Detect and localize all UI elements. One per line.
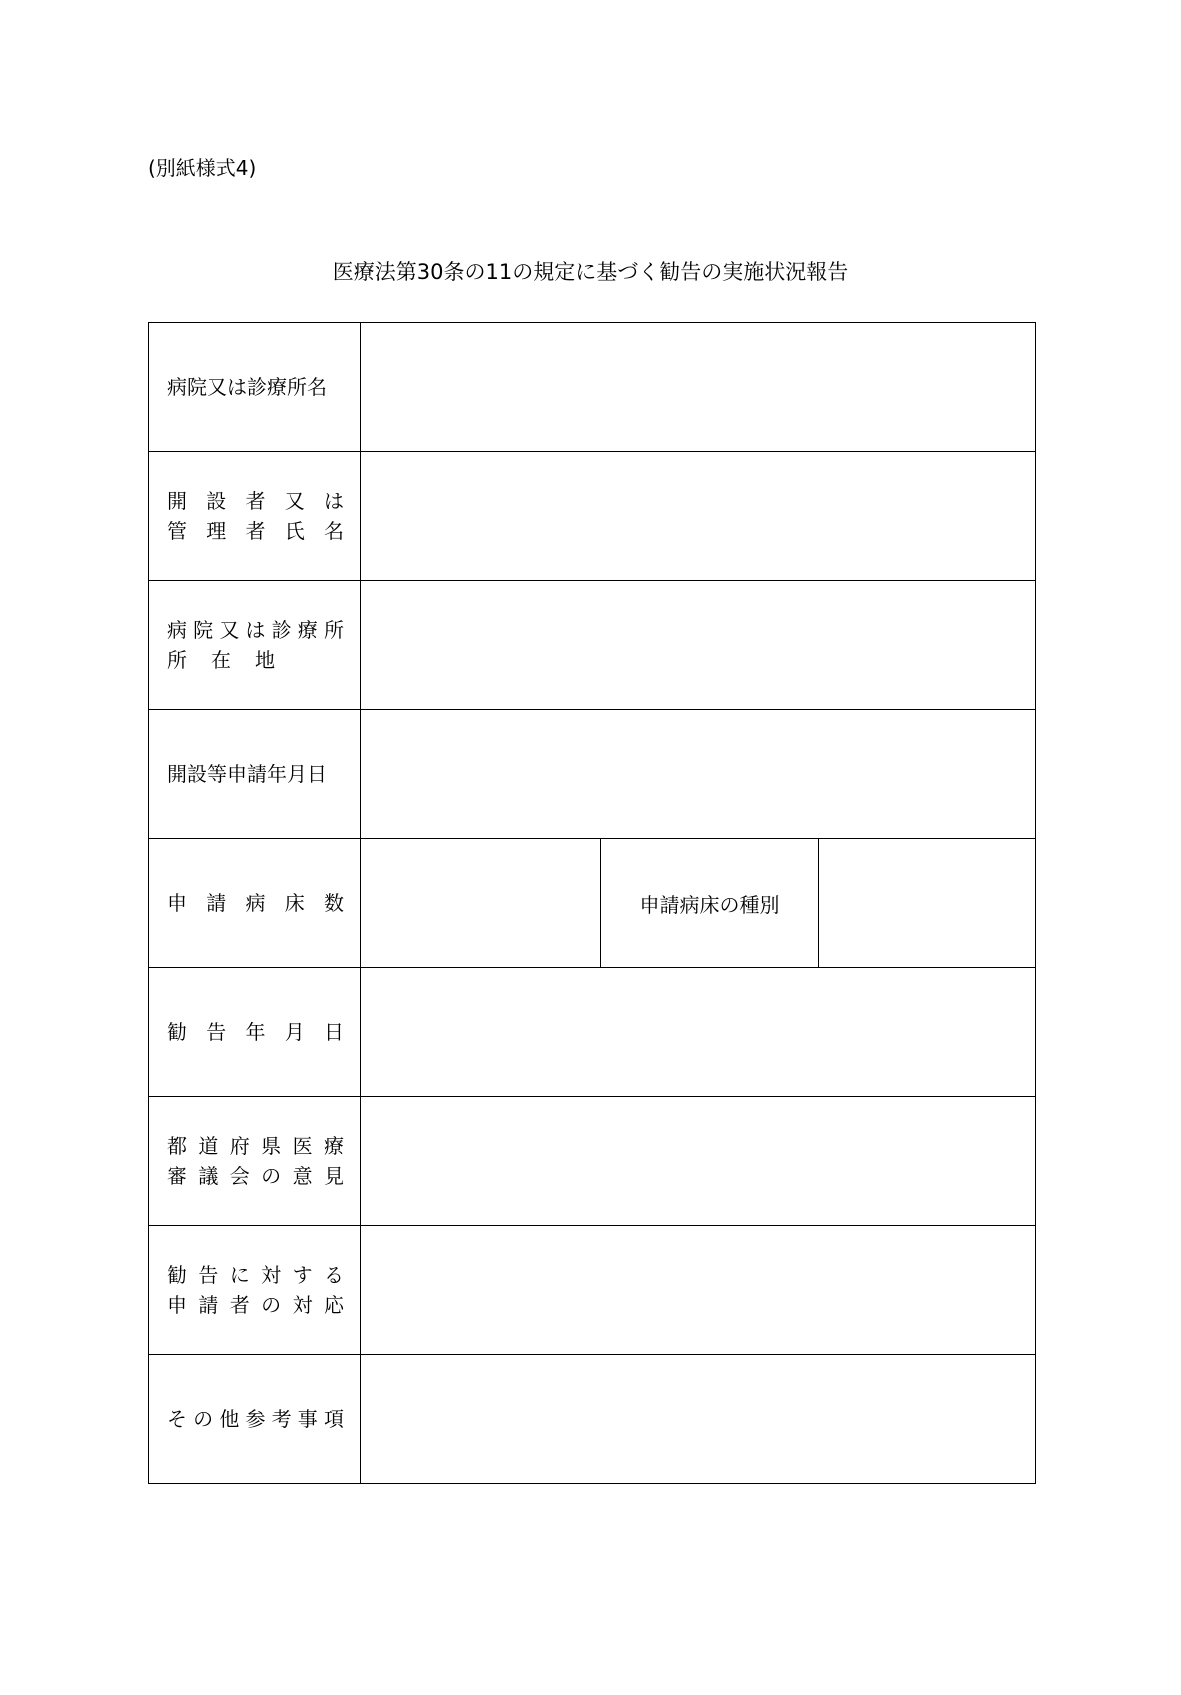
label-char: 年 [245,1020,266,1044]
label-char: 請 [198,1293,219,1317]
label-char: 申 [167,1293,187,1317]
label-char: 参 [245,1407,266,1431]
location-label-line1 [167,619,344,641]
label-char: 者 [229,1293,250,1317]
founder-label-cell [149,452,361,581]
applicant-response-label-cell [149,1226,361,1355]
label-char: 議 [198,1164,219,1188]
label-char: 名 [324,519,344,543]
bed-count-field[interactable] [361,839,601,968]
bed-count-label-cell [149,839,361,968]
label-char: 告 [198,1263,219,1287]
label-char: 管 [167,519,187,543]
label-char: 県 [261,1134,282,1158]
application-date-label: 開設等申請年月日 [167,762,327,786]
document-title: 医療法第30条の11の規定に基づく勧告の実施状況報告 [332,260,849,284]
row-applicant-response [149,1226,1036,1355]
label-char: 道 [198,1134,219,1158]
council-opinion-field[interactable] [361,1097,1036,1226]
label-char: 月 [284,1020,305,1044]
label-char: 所 [323,618,344,642]
bed-count-label [167,892,344,914]
label-char: そ [167,1407,187,1431]
applicant-response-label-line2 [167,1294,344,1316]
label-char: 療 [297,618,318,642]
label-char: 所 [167,648,187,672]
other-notes-field[interactable] [361,1355,1036,1484]
row-hospital-name [149,323,1036,452]
label-char: 院 [193,618,214,642]
label-char: は [245,618,266,642]
label-char: 意 [292,1164,313,1188]
label-char: 見 [323,1164,344,1188]
label-char: 会 [229,1164,250,1188]
location-label-line2 [167,649,344,671]
label-char: 事 [297,1407,318,1431]
row-founder-manager [149,452,1036,581]
founder-label-line1 [167,490,344,512]
row-location [149,581,1036,710]
label-char: 数 [324,891,344,915]
other-notes-label [167,1408,344,1430]
application-date-field[interactable] [361,710,1036,839]
hospital-name-field[interactable] [361,323,1036,452]
label-char: 審 [167,1164,187,1188]
label-char: 項 [323,1407,344,1431]
label-char: 応 [323,1293,344,1317]
row-bed-count [149,839,1036,968]
bed-type-field[interactable] [819,839,1036,968]
council-opinion-label-line2 [167,1165,344,1187]
label-char: す [292,1263,313,1287]
application-date-label-cell [149,710,361,839]
label-char: 又 [284,489,305,513]
label-char: 者 [245,489,266,513]
label-char: 申 [167,891,187,915]
label-char: は [324,489,344,513]
label-char: 設 [206,489,227,513]
label-char: 考 [271,1407,292,1431]
hospital-name-label-cell [149,323,361,452]
label-char: 病 [245,891,266,915]
label-char: 開 [167,489,187,513]
council-opinion-label-cell [149,1097,361,1226]
label-char: の [261,1164,282,1188]
label-char: の [193,1407,214,1431]
council-opinion-label-line1 [167,1135,344,1157]
founder-label-line2 [167,520,344,542]
recommendation-date-label [167,1021,344,1043]
recommendation-date-label-cell [149,968,361,1097]
row-council-opinion [149,1097,1036,1226]
label-char: 医 [292,1134,313,1158]
label-char: 療 [323,1134,344,1158]
label-char: 請 [206,891,227,915]
founder-field[interactable] [361,452,1036,581]
location-field[interactable] [361,581,1036,710]
label-char: 対 [261,1263,282,1287]
label-char: 日 [324,1020,344,1044]
label-char: る [323,1263,344,1287]
label-char: 理 [206,519,227,543]
label-char: 診 [271,618,292,642]
location-label-cell [149,581,361,710]
hospital-name-label: 病院又は診療所名 [167,375,327,399]
label-char: 在 [211,648,231,672]
label-char: 病 [167,618,187,642]
row-recommendation-date [149,968,1036,1097]
label-char: 対 [292,1293,313,1317]
applicant-response-label-line1 [167,1264,344,1286]
row-application-date [149,710,1036,839]
applicant-response-field[interactable] [361,1226,1036,1355]
label-char: 又 [219,618,240,642]
report-form-table [148,322,1036,1484]
label-char: の [261,1293,282,1317]
label-char: 都 [167,1134,187,1158]
label-char: 勧 [167,1020,187,1044]
label-char: 告 [206,1020,227,1044]
row-other-notes [149,1355,1036,1484]
label-char: 者 [245,519,266,543]
other-notes-label-cell [149,1355,361,1484]
label-char: に [229,1263,250,1287]
label-char: 地 [255,648,275,672]
form-number-label: (別紙様式4) [148,156,257,180]
label-char: 勧 [167,1263,187,1287]
recommendation-date-field[interactable] [361,968,1036,1097]
label-char: 氏 [284,519,305,543]
label-char: 他 [219,1407,240,1431]
label-char: 府 [229,1134,250,1158]
label-char: 床 [284,891,305,915]
bed-type-label: 申請病床の種別 [601,839,819,968]
